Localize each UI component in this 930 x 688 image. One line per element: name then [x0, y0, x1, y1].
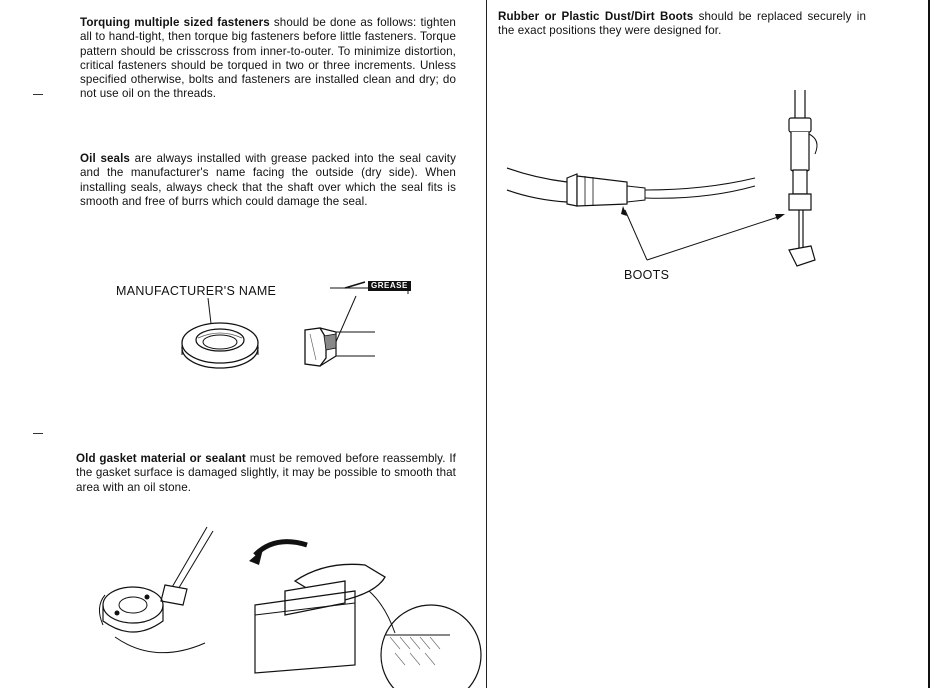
gasket-heading: Old gasket material or sealant	[76, 452, 246, 465]
boots-illustration	[505, 90, 835, 290]
torque-heading: Torquing multiple sized fasteners	[80, 16, 270, 29]
boots-body: should be replaced securely in the exact positions they were designed for.	[498, 10, 866, 38]
torque-paragraph	[80, 16, 456, 102]
gasket-body: must be removed before reassembly. If the gasket surface is damaged slightly, it may be possible to smooth that area with an oil stone.	[76, 452, 456, 494]
margin-tick	[33, 94, 43, 95]
boots-label: BOOTS	[624, 268, 670, 282]
column-divider	[486, 0, 487, 688]
margin-tick	[33, 433, 43, 434]
oil-seals-heading: Oil seals	[80, 152, 130, 165]
oil-seal-illustration	[150, 280, 290, 390]
boots-heading: Rubber or Plastic Dust/Dirt Boots	[498, 10, 694, 23]
gasket-paragraph	[76, 452, 456, 495]
grease-label-text: GREASE	[371, 281, 408, 290]
torque-body: should be done as follows: tighten all to hand-tight, then torque big fasteners before little fasteners. Torque pattern should be crisscross from inner-to-outer. To minimize distortion, critical fasteners should be torqued in two or three increments. Unless specified otherwise, bolts and fasteners are installed clean and dry; do not use oil on the threads.	[80, 16, 456, 101]
oil-stone-illustration	[235, 525, 450, 675]
oil-seals-paragraph	[80, 152, 456, 209]
manufacturer-name-caption: MANUFACTURER'S NAME	[116, 284, 277, 298]
oil-seals-body: are always installed with grease packed into the seal cavity and the manufacturer's name facing the outside (dry side). When installing seals, always check that the shaft over which the seal fits is smooth and free of burrs which could damage the seal.	[80, 152, 456, 208]
seal-cross-section-illustration	[290, 268, 410, 378]
boots-paragraph	[498, 10, 866, 39]
gasket-scraper-illustration	[95, 525, 225, 675]
